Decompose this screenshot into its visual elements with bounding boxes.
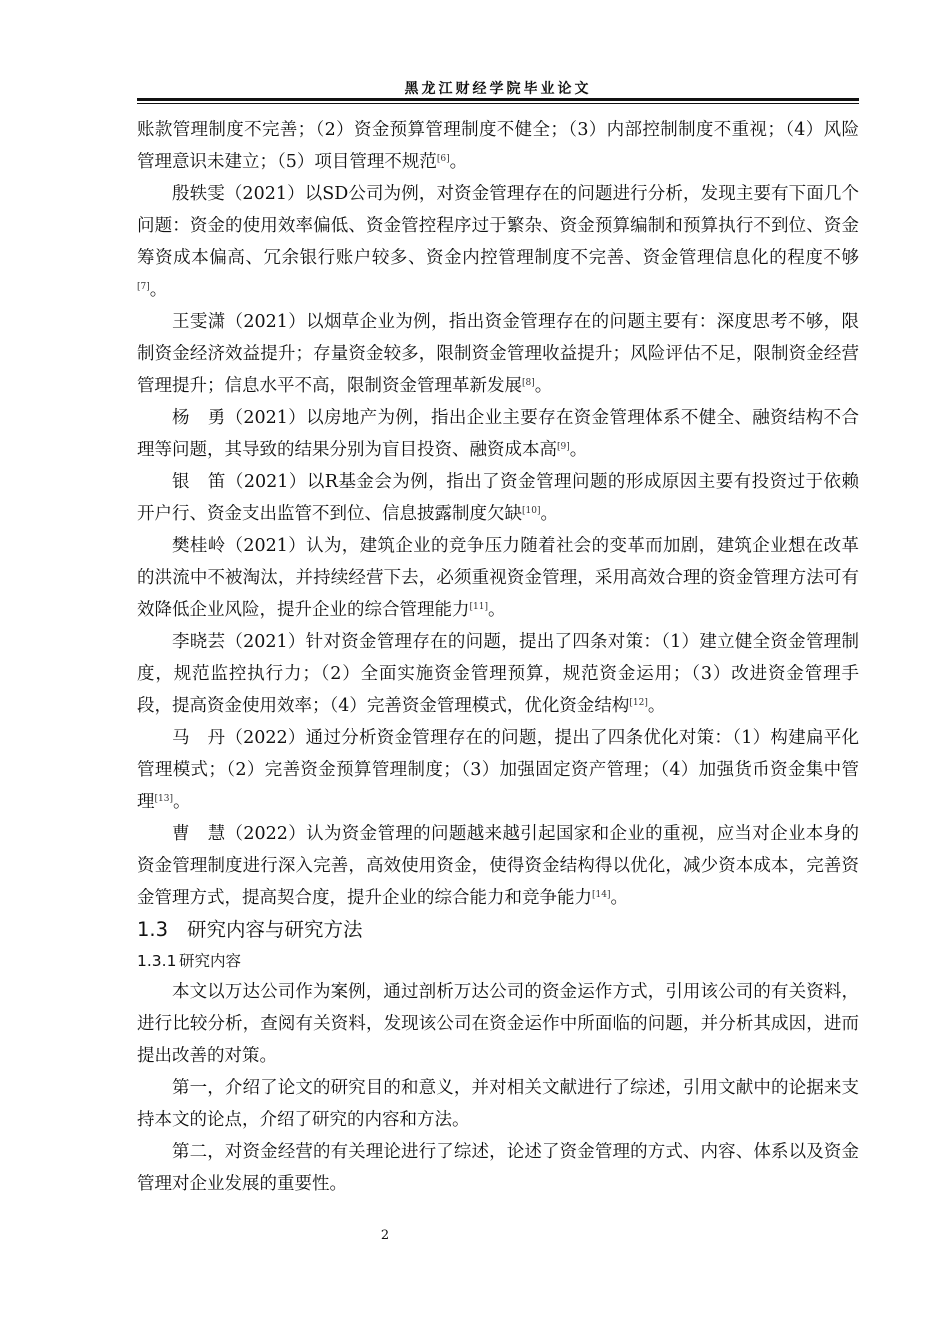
section-heading (137, 914, 859, 946)
citation-ref: [6] (436, 154, 450, 164)
paragraph: 马 丹（2022）通过分析资金管理存在的问题，提出了四条优化对策：（1）构建扁平化管理模式；（2）完善资金预算管理制度；（3）加强固定资产管理；（4）加强货币资金集中管理[13]。 (137, 728, 859, 812)
paragraph: 王雯潇（2021）以烟草企业为例，指出资金管理存在的问题主要有：深度思考不够，限制资金经济效益提升；存量资金较多，限制资金管理收益提升；风险评估不足，限制资金经营管理提升；信息水平不高，限制资金管理革新发展[8]。 (137, 312, 859, 396)
citation-ref: [12] (629, 698, 648, 708)
citation-ref: [7] (137, 282, 150, 292)
paragraph: 第二，对资金经营的有关理论进行了综述，论述了资金管理的方式、内容、体系以及资金管理对企业发展的重要性。 (137, 1142, 859, 1194)
paragraph: 殷轶雯（2021）以SD公司为例，对资金管理存在的问题进行分析，发现主要有下面几个问题：资金的使用效率偏低、资金管控程序过于繁杂、资金预算编制和预算执行不到位、资金筹资成本偏高、冗余银行账户较多、资金内控管理制度不完善、资金管理信息化的程度不够[7]。 (137, 184, 859, 300)
paragraph: 本文以万达公司作为案例，通过剖析万达公司的资金运作方式，引用该公司的有关资料，进行比较分析，查阅有关资料，发现该公司在资金运作中所面临的问题，并分析其成因，进而提出改善的对策。 (137, 982, 859, 1066)
citation-ref: [10] (522, 506, 541, 516)
paragraph: 樊桂岭（2021）认为，建筑企业的竞争压力随着社会的变革而加剧，建筑企业想在改革的洪流中不被淘汰，并持续经营下去，必须重视资金管理，采用高效合理的资金管理方法可有效降低企业风险，提升企业的综合管理能力[11]。 (137, 536, 859, 620)
running-header: 黑龙江财经学院毕业论文 (404, 81, 592, 97)
paragraph: 李晓芸（2021）针对资金管理存在的问题，提出了四条对策：（1）建立健全资金管理制度，规范监控执行力；（2）全面实施资金管理预算，规范资金运用；（3）改进资金管理手段，提高资金使用效率；（4）完善资金管理模式，优化资金结构[12]。 (137, 632, 859, 716)
header-rule-thin (137, 103, 859, 104)
header-rule-thick (137, 98, 859, 101)
subsection-number: 1.3.1 (137, 952, 177, 970)
citation-ref: [8] (522, 378, 535, 388)
paragraph: 账款管理制度不完善；（2）资金预算管理制度不健全；（3）内部控制制度不重视；（4）风险管理意识未建立；（5）项目管理不规范[6]。 (137, 120, 859, 172)
paragraph: 曹 慧（2022）认为资金管理的问题越来越引起国家和企业的重视，应当对企业本身的资金管理制度进行深入完善，高效使用资金，使得资金结构得以优化，减少资本成本，完善资金管理方式，提高契合度，提升企业的综合能力和竞争能力[14]。 (137, 824, 859, 908)
page-number: 2 (380, 1228, 390, 1243)
subsection-title: 研究内容 (179, 952, 242, 970)
citation-ref: [9] (557, 442, 570, 452)
citation-ref: [13] (154, 794, 173, 804)
paragraph: 第一，介绍了论文的研究目的和意义，并对相关文献进行了综述，引用文献中的论据来支持本文的论点，介绍了研究的内容和方法。 (137, 1078, 859, 1130)
section-number: 1.3 (137, 918, 169, 941)
section-title: 研究内容与研究方法 (187, 918, 363, 941)
citation-ref: [11] (469, 602, 488, 612)
subsection-heading (137, 946, 859, 976)
citation-ref: [14] (592, 890, 611, 900)
paragraph: 杨 勇（2021）以房地产为例，指出企业主要存在资金管理体系不健全、融资结构不合理等问题，其导致的结果分别为盲目投资、融资成本高[9]。 (137, 408, 859, 460)
body-text (137, 114, 859, 1200)
paragraph: 银 笛（2021）以R基金会为例，指出了资金管理问题的形成原因主要有投资过于依赖开户行、资金支出监管不到位、信息披露制度欠缺[10]。 (137, 472, 859, 524)
